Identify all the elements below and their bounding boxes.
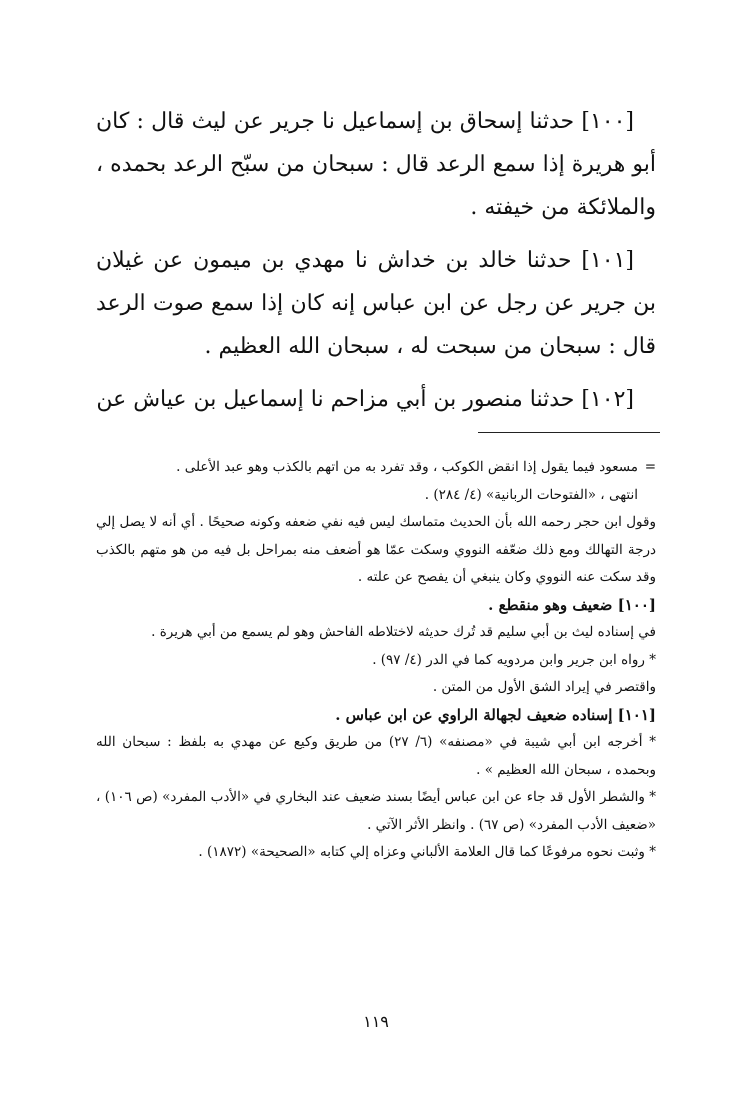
footnote-line: انتهى ، «الفتوحات الربانية» (٤/ ٢٨٤) . <box>424 486 638 503</box>
hadith-101: [١٠١] حدثنا خالد بن خداش نا مهدي بن ميمون عن غيلان بن جرير عن رجل عن ابن عباس إنه كان إذا سمع صوت الرعد قال : سبحان من سبحت له ، سبحان الله العظيم . <box>96 248 656 359</box>
footnote-line: * والشطر الأول قد جاء عن ابن عباس أيضًا بسند ضعيف عند البخاري في «الأدب المفرد» (ص ١٠٦) ، «ضعيف الأدب المفرد» (ص ٦٧) . وانظر الأثر الآتي . <box>96 789 656 833</box>
footnotes <box>96 454 656 867</box>
hadith-102: [١٠٢] حدثنا منصور بن أبي مزاحم نا إسماعيل بن عياش عن <box>96 387 634 412</box>
footnote-line: * وثبت نحوه مرفوعًا كما قال العلامة الألباني وعزاه إلي كتابه «الصحيحة» (١٨٧٢) . <box>198 844 656 860</box>
footnote-separator <box>478 432 660 433</box>
hadith-100: [١٠٠] حدثنا إسحاق بن إسماعيل نا جرير عن ليث قال : كان أبو هريرة إذا سمع الرعد قال : سبحان من سبّح الرعد بحمده ، والملائكة من خيفته . <box>96 109 656 220</box>
footnote-line: مسعود فيما يقول إذا انقض الكوكب ، وقد تفرد به من اتهم بالكذب وهو عبد الأعلى . <box>176 459 638 475</box>
footnote-ibn-hajar: وقول ابن حجر رحمه الله بأن الحديث متماسك ليس فيه نفي ضعفه وكونه صحيحًا . أي أنه لا يصل إلي درجة التهالك ومع ذلك ضعّفه النووي وسكت عمّا هو أضعف منه بمراحل بل فيه من هو متهم بالكذب وقد سكت عنه النووي وكان ينبغي أن يفصح عن علته . <box>96 514 656 585</box>
main-text <box>96 100 656 431</box>
page-number: ١١٩ <box>363 1012 389 1031</box>
continuation-mark: = <box>644 459 656 475</box>
footnote-continuation <box>96 454 656 509</box>
footnote-line: واقتصر في إيراد الشق الأول من المتن . <box>432 679 656 695</box>
footnote-line: * رواه ابن جرير وابن مردويه كما في الدر (٤/ ٩٧) . <box>372 651 656 668</box>
footnote-line: في إسناده ليث بن أبي سليم قد تُرك حديثه لاختلاطه الفاحش وهو لم يسمع من أبي هريرة . <box>151 624 656 640</box>
footnote-line: * أخرجه ابن أبي شيبة في «مصنفه» (٦/ ٢٧) من طريق وكيع عن مهدي به بلفظ : سبحان الله وبحمده ، سبحان الله العظيم » . <box>96 734 657 778</box>
footnote-101-heading: [١٠١] إسناده ضعيف لجهالة الراوي عن ابن عباس . <box>335 705 656 724</box>
footnote-100-heading: [١٠٠] ضعيف وهو منقطع . <box>488 595 656 614</box>
